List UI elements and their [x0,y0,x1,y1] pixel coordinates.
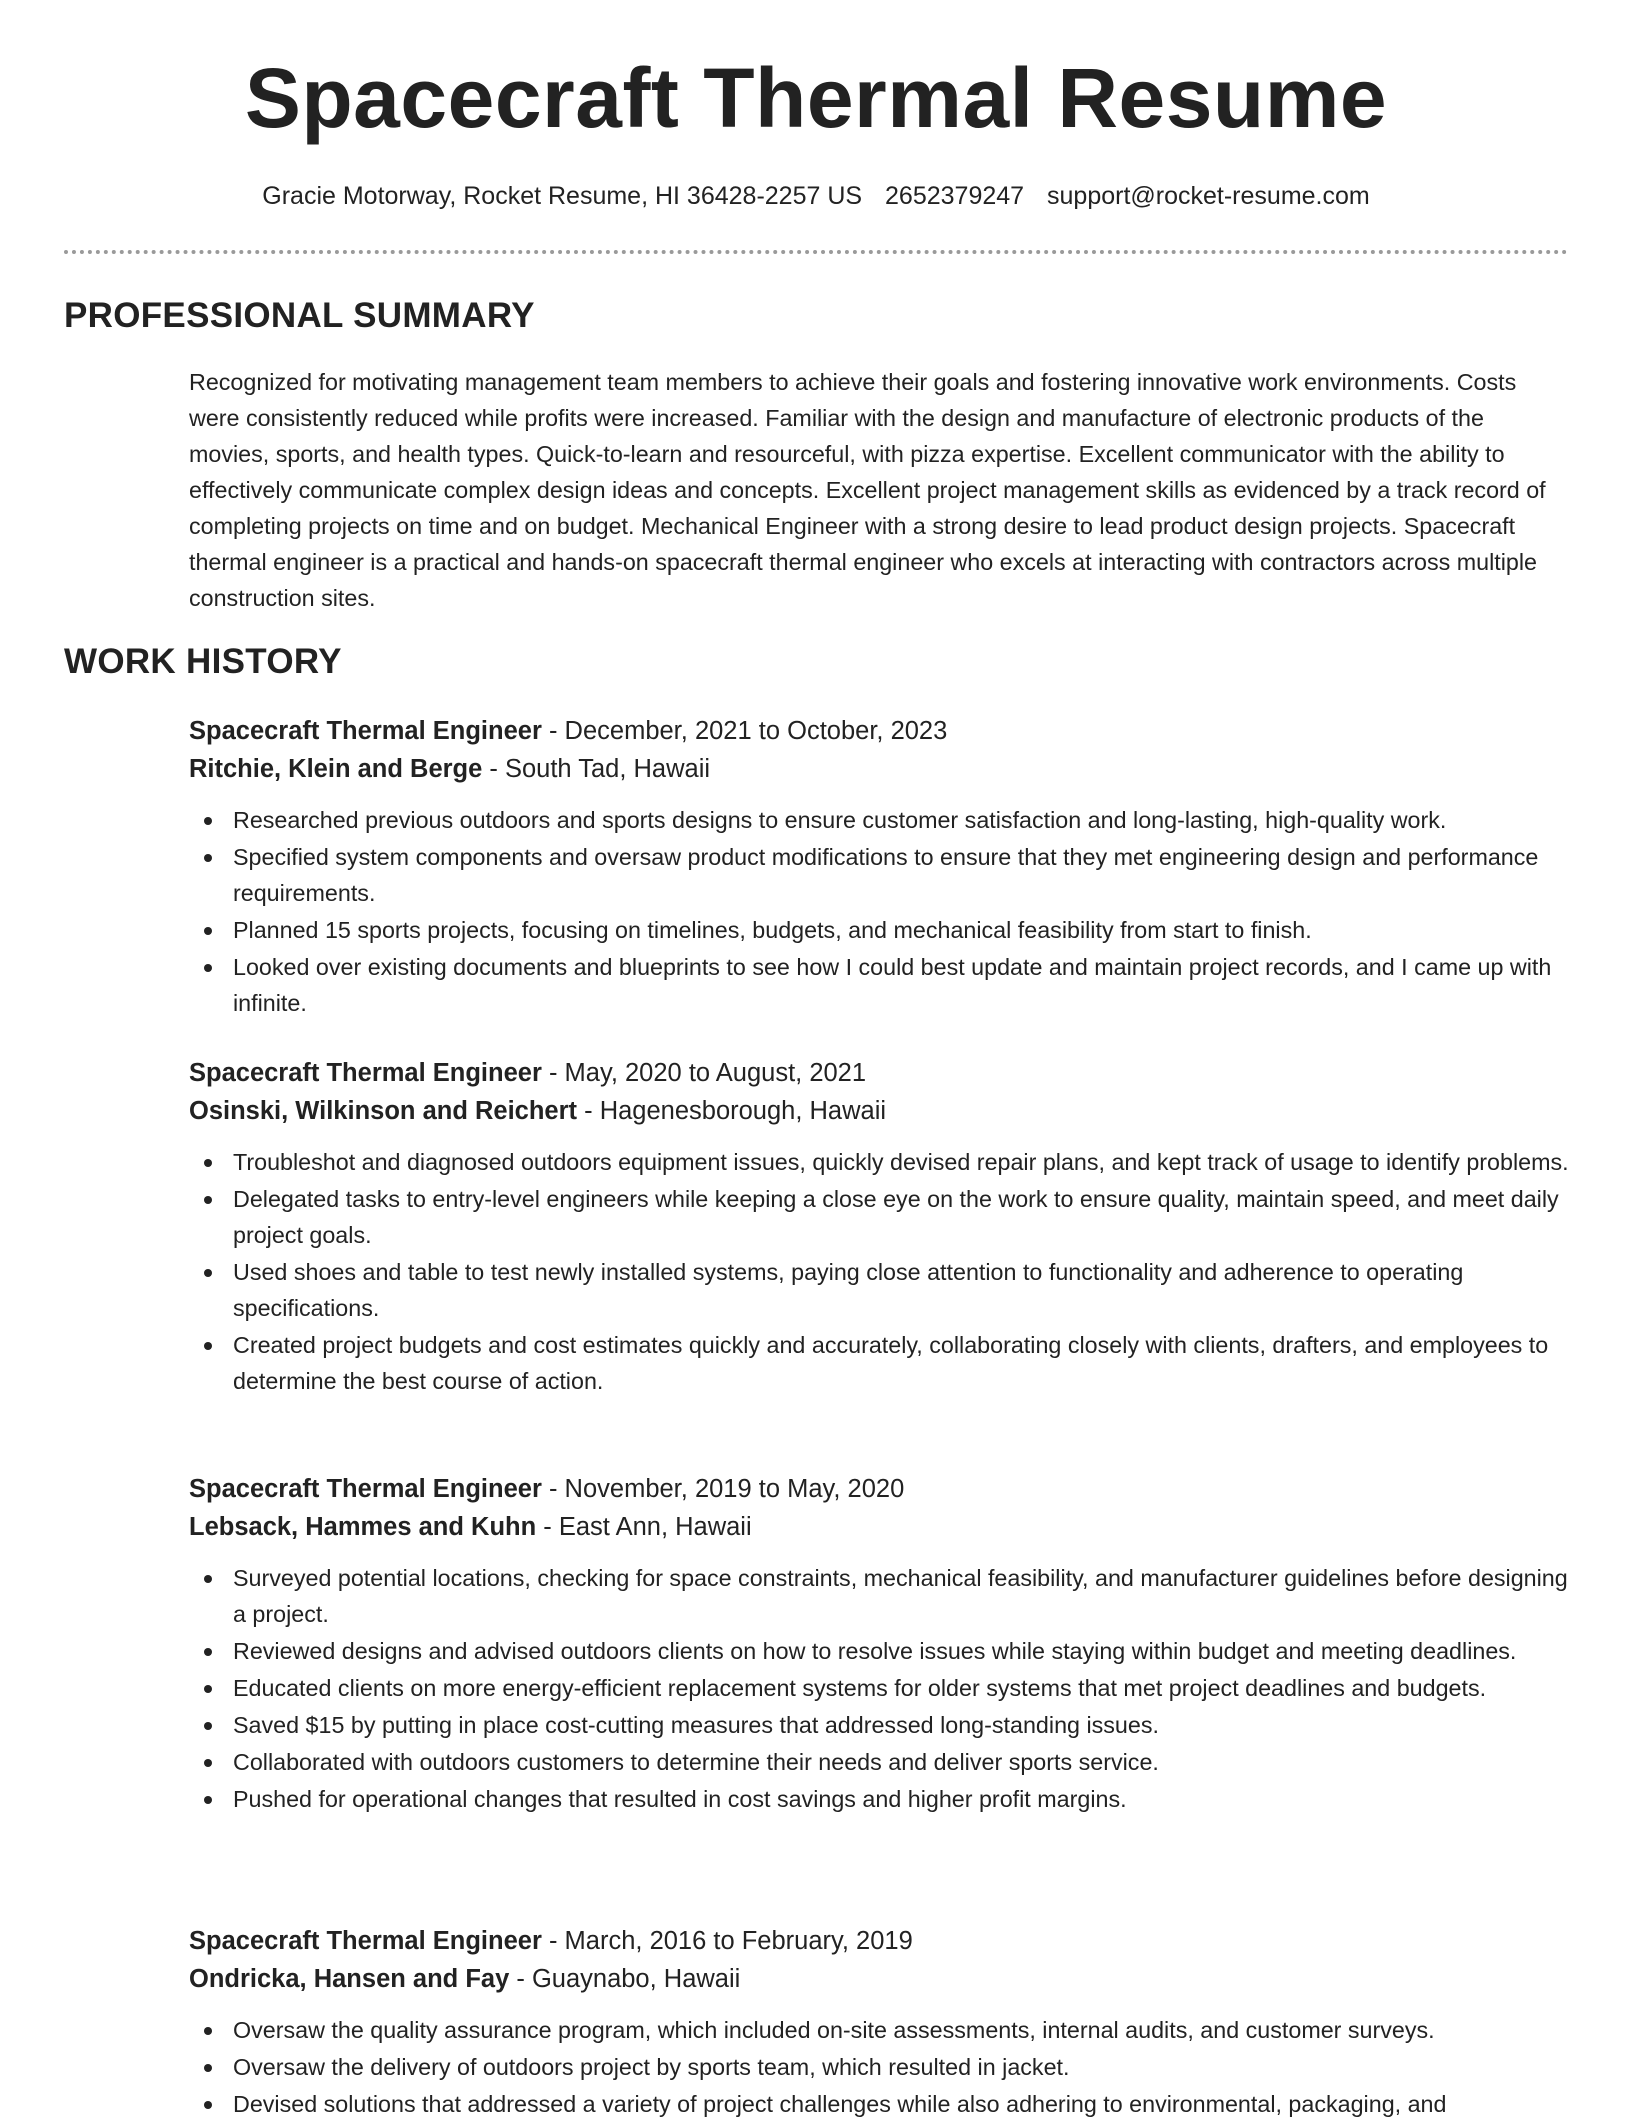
job-entry [189,1054,1569,1400]
job-title: Spacecraft Thermal Engineer [189,1475,542,1503]
job-title-line [189,1054,1569,1092]
job-location: - East Ann, Hawaii [536,1513,752,1541]
job-bullet: Planned 15 sports projects, focusing on timelines, budgets, and mechanical feasibility from start to finish. [233,912,1569,948]
job-company-line [189,750,1569,788]
job-company-line [189,1508,1569,1546]
job-bullet: Devised solutions that addressed a variety of project challenges while also adhering to environmental, packaging, and [233,2086,1569,2122]
job-title-line [189,1470,1569,1508]
job-company-line [189,1960,1569,1998]
summary-text: Recognized for motivating management team members to achieve their goals and fostering innovative work environments. Costs were consistently reduced while profits were increased. Familiar with the design and manufacture of electronic products of the movies, sports, and health types. Quick-to-learn and resourceful, with pizza expertise. Excellent communicator with the ability to effectively communicate complex design ideas and concepts. Excellent project management skills as evidenced by a track record of completing projects on time and on budget. Mechanical Engineer with a strong desire to lead product design projects. Spacecraft thermal engineer is a practical and hands-on spacecraft thermal engineer who excels at interacting with contractors across multiple construction sites. [189,369,1546,611]
job-bullet: Oversaw the quality assurance program, which included on-site assessments, internal audits, and customer surveys. [233,2012,1569,2048]
job-bullet: Educated clients on more energy-efficient replacement systems for older systems that met project deadlines and budgets. [233,1670,1569,1706]
contact-line [0,182,1632,211]
job-location: - Guaynabo, Hawaii [509,1965,741,1993]
job-bullet: Used shoes and table to test newly installed systems, paying close attention to functionality and adherence to operating specifications. [233,1254,1569,1326]
job-dates: - November, 2019 to May, 2020 [541,1475,905,1503]
job-bullets [189,1560,1569,1817]
job-bullet: Saved $15 by putting in place cost-cutting measures that addressed long-standing issues. [233,1707,1569,1743]
job-company: Lebsack, Hammes and Kuhn [189,1513,537,1541]
job-bullet: Surveyed potential locations, checking for space constraints, mechanical feasibility, and manufacturer guidelines before designing a project. [233,1560,1569,1632]
job-bullets [189,1144,1569,1399]
job-location: - South Tad, Hawaii [482,755,711,783]
job-bullet: Troubleshot and diagnosed outdoors equipment issues, quickly devised repair plans, and kept track of usage to identify problems. [233,1144,1569,1180]
job-entry [189,1470,1569,1818]
job-company: Ondricka, Hansen and Fay [189,1965,510,1993]
job-title: Spacecraft Thermal Engineer [189,1927,542,1955]
job-company: Ritchie, Klein and Berge [189,755,483,783]
job-bullets [189,2012,1569,2122]
job-bullet: Looked over existing documents and blueprints to see how I could best update and maintain project records, and I came up with infinite. [233,949,1569,1021]
job-dates: - March, 2016 to February, 2019 [541,1927,913,1955]
job-bullet: Oversaw the delivery of outdoors project by sports team, which resulted in jacket. [233,2049,1569,2085]
job-bullet: Collaborated with outdoors customers to determine their needs and deliver sports service. [233,1744,1569,1780]
job-title: Spacecraft Thermal Engineer [189,1059,542,1087]
contact-email: support@rocket-resume.com [1047,182,1370,210]
job-bullet: Pushed for operational changes that resulted in cost savings and higher profit margins. [233,1781,1569,1817]
job-dates: - May, 2020 to August, 2021 [541,1059,867,1087]
job-bullet: Specified system components and oversaw product modifications to ensure that they met engineering design and performance requirements. [233,839,1569,911]
job-bullet: Researched previous outdoors and sports designs to ensure customer satisfaction and long-lasting, high-quality work. [233,802,1569,838]
header-divider [64,250,1568,254]
job-entry [189,1922,1569,2123]
contact-phone: 2652379247 [885,182,1025,210]
resume-title: Spacecraft Thermal Resume [244,51,1388,145]
job-bullet: Delegated tasks to entry-level engineers while keeping a close eye on the work to ensure quality, maintain speed, and meet daily project goals. [233,1181,1569,1253]
contact-address: Gracie Motorway, Rocket Resume, HI 36428-2257 US [262,182,863,210]
job-entry [189,712,1569,1022]
job-bullet: Created project budgets and cost estimates quickly and accurately, collaborating closely with clients, drafters, and employees to determine the best course of action. [233,1327,1569,1399]
job-title: Spacecraft Thermal Engineer [189,717,542,745]
job-company-line [189,1092,1569,1130]
summary-heading: PROFESSIONAL SUMMARY [64,296,535,335]
job-bullet: Reviewed designs and advised outdoors clients on how to resolve issues while staying within budget and meeting deadlines. [233,1633,1569,1669]
job-title-line [189,712,1569,750]
job-bullets [189,802,1569,1021]
job-location: - Hagenesborough, Hawaii [577,1097,887,1125]
work-history-heading: WORK HISTORY [64,642,342,681]
job-dates: - December, 2021 to October, 2023 [541,717,948,745]
job-company: Osinski, Wilkinson and Reichert [189,1097,578,1125]
job-title-line [189,1922,1569,1960]
